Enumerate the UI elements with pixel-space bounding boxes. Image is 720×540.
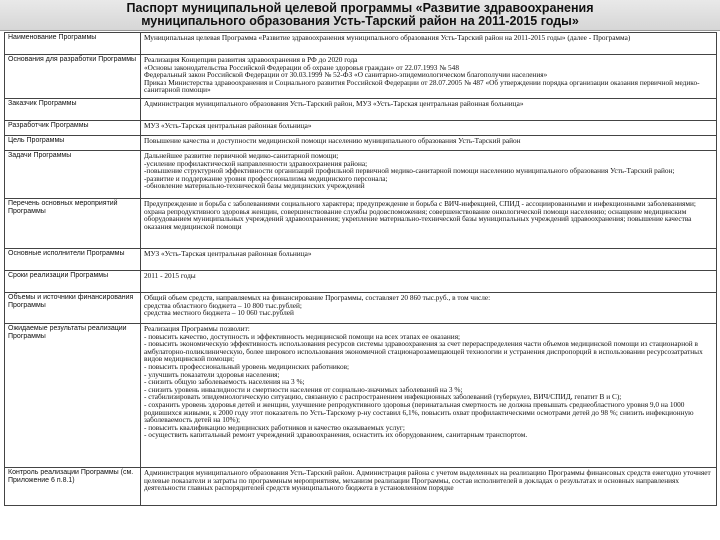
value-line: Реализация Концепции развития здравоохранения в РФ до 2020 года [144,55,358,64]
row-value [141,55,717,99]
value-line: - снизить общую заболеваемость населения на 3 %; [144,377,305,387]
value-line: -развитие и поддержание уровня профессионализма медицинского персонала; [144,173,388,183]
table-row [5,121,717,136]
value-line: Приказ Министерства здравоохранения и Социального развития Российской Федерации от 28.07.2005 № 487 «Об утверждении порядка организации оказания первичной медико-санитарной помощи» [144,77,700,95]
value-line: Федеральный закон Российской Федерации от 30.03.1999 № 52-ФЗ «О санитарно-эпидемиологическом благополучии населения» [144,70,548,80]
value-line: средства областного бюджета – 10 800 тыс.рублей; [144,300,302,310]
table-row [5,99,717,121]
page-title: Паспорт муниципальной целевой программы «Развитие здравоохранения муниципального образования Усть-Тарский район на 2011-2015 годы» [126,1,594,28]
row-label: Основания для разработки Программы [5,55,141,99]
value-line: - повысить профессиональный уровень медицинских работников; [144,361,350,371]
value-line: МУЗ «Усть-Тарская центральная районная больница» [144,121,312,130]
row-value [141,271,717,293]
value-line: - сохранить уровень здоровья детей и женщин, улучшение репродуктивного здоровья (перинатальная смертность не должна превышать среднеобластного уровня 9,0 на 1000 родившихся живыми, к 2000 году этот показатель по Усть-Тарскому р-ну составил 6,1%, повысить охват профилактическими осмотрами детей до 98 %; снизить инфекционную заболеваемость детей на 10%); [144,399,694,425]
row-label: Разработчик Программы [5,121,141,136]
row-value [141,99,717,121]
row-label: Объемы и источники финансирования Программы [5,293,141,324]
value-line: -обновление материально-технической базы медицинских учреждений [144,181,365,191]
table-row [5,136,717,151]
row-label: Заказчик Программы [5,99,141,121]
value-line: Администрация муниципального образования Усть-Тарский район. Администрация района с учетом выделенных на реализацию Программы финансовых средств ежегодно уточняет целевые показатели и затраты по программным мероприятиям, механизм реализации Программы, состав исполнителей в докладах о результатах и основных направлениях деятельности главных распорядителей средств муниципального бюджета в установленном порядке [144,468,711,493]
value-line: - повысить экономическую эффективность использования ресурсов системы здравоохранения за счет перераспределения части объемов медицинской помощи из стационарной в амбулаторно-поликлиническую, более широкого использования экономичной стационарозамещающей технологии и устранения диспропорций в использовании ресурсозатратных видов медицинской помощи; [144,339,703,364]
row-value [141,121,717,136]
table-row [5,249,717,271]
value-line: Предупреждение и борьба с заболеваниями социального характера; предупреждение и борьба с ВИЧ-инфекцией, СПИД - ассоциированными и инфекционными заболеваниями; охрана репродуктивного здоровья женщин, совершенствование службы родовспоможения; совершенствование онкологической помощи населению; оснащение медицинским оборудованием муниципальных учреждений здравоохранения; укрепление материально-технической базы муниципальных учреждений здравоохранения; повышение качества оказания медицинской помощи [144,199,696,231]
row-value [141,33,717,55]
value-line: Общий объем средств, направляемых на финансирование Программы, составляет 20 860 тыс.руб., в том числе: [144,293,491,302]
row-value [141,136,717,151]
value-line: - стабилизировать эпидемиологическую ситуацию, связанную с распространением инфекционных заболеваний (туберкулез, ВИЧ/СПИД, гепатит B и C); [144,392,622,402]
value-line: -повышение структурной эффективности организаций профильной первичной медико-санитарной помощи населению муниципального образования Усть-Тарский район; [144,166,675,176]
row-value [141,151,717,199]
value-line: - снизить уровень инвалидности и смертности населения от социально-значимых заболеваний на 3 %; [144,384,463,394]
table-row [5,151,717,199]
table-row [5,468,717,506]
row-value [141,468,717,506]
value-line: 2011 - 2015 годы [144,271,196,280]
table-row [5,199,717,249]
value-line: - осуществить капитальный ремонт учреждений здравоохранения, оснастить их оборудованием, санитарным транспортом. [144,430,528,440]
table-row [5,33,717,55]
title-bar [0,0,720,31]
row-label: Сроки реализации Программы [5,271,141,293]
passport-table [4,32,717,506]
value-line: Муниципальная целевая Программа «Развитие здравоохранения муниципального образования Усть-Тарский район на 2011-2015 годы» (далее - Программа) [144,33,631,42]
value-line: -усиление профилактической направленности здравоохранения района; [144,158,368,168]
table-row [5,324,717,468]
row-value [141,293,717,324]
value-line: «Основы законодательства Российской Федерации об охране здоровья граждан» от 22.07.1993 № 548 [144,62,459,72]
row-label: Ожидаемые результаты реализации Программы [5,324,141,468]
row-value [141,249,717,271]
table-row [5,271,717,293]
table-row [5,293,717,324]
row-label: Цель Программы [5,136,141,151]
row-label: Основные исполнители Программы [5,249,141,271]
row-value [141,324,717,468]
table-row [5,55,717,99]
row-label: Перечень основных мероприятий Программы [5,199,141,249]
value-line: - улучшить показатели здоровья населения; [144,369,280,379]
value-line: МУЗ «Усть-Тарская центральная районная больница» [144,249,312,258]
value-line: - повысить качество, доступность и эффективность медицинской помощи на всех этапах ее оказания; [144,331,461,341]
row-label: Контроль реализации Программы (см. Приложение 6 п.8.1) [5,468,141,506]
value-line: Реализация Программы позволит: [144,324,250,333]
value-line: Дальнейшее развитие первичной медико-санитарной помощи; [144,151,339,160]
value-line: Повышение качества и доступности медицинской помощи населению муниципального образования Усть-Тарский район [144,136,521,145]
row-label: Наименование Программы [5,33,141,55]
value-line: - повысить квалификацию медицинских работников и качество оказываемых услуг; [144,422,405,432]
value-line: Администрация муниципального образования Усть-Тарский район, МУЗ «Усть-Тарская центральная районная больница» [144,99,524,108]
value-line: средства местного бюджета – 10 060 тыс.рублей [144,308,294,318]
row-value [141,199,717,249]
row-label: Задачи Программы [5,151,141,199]
